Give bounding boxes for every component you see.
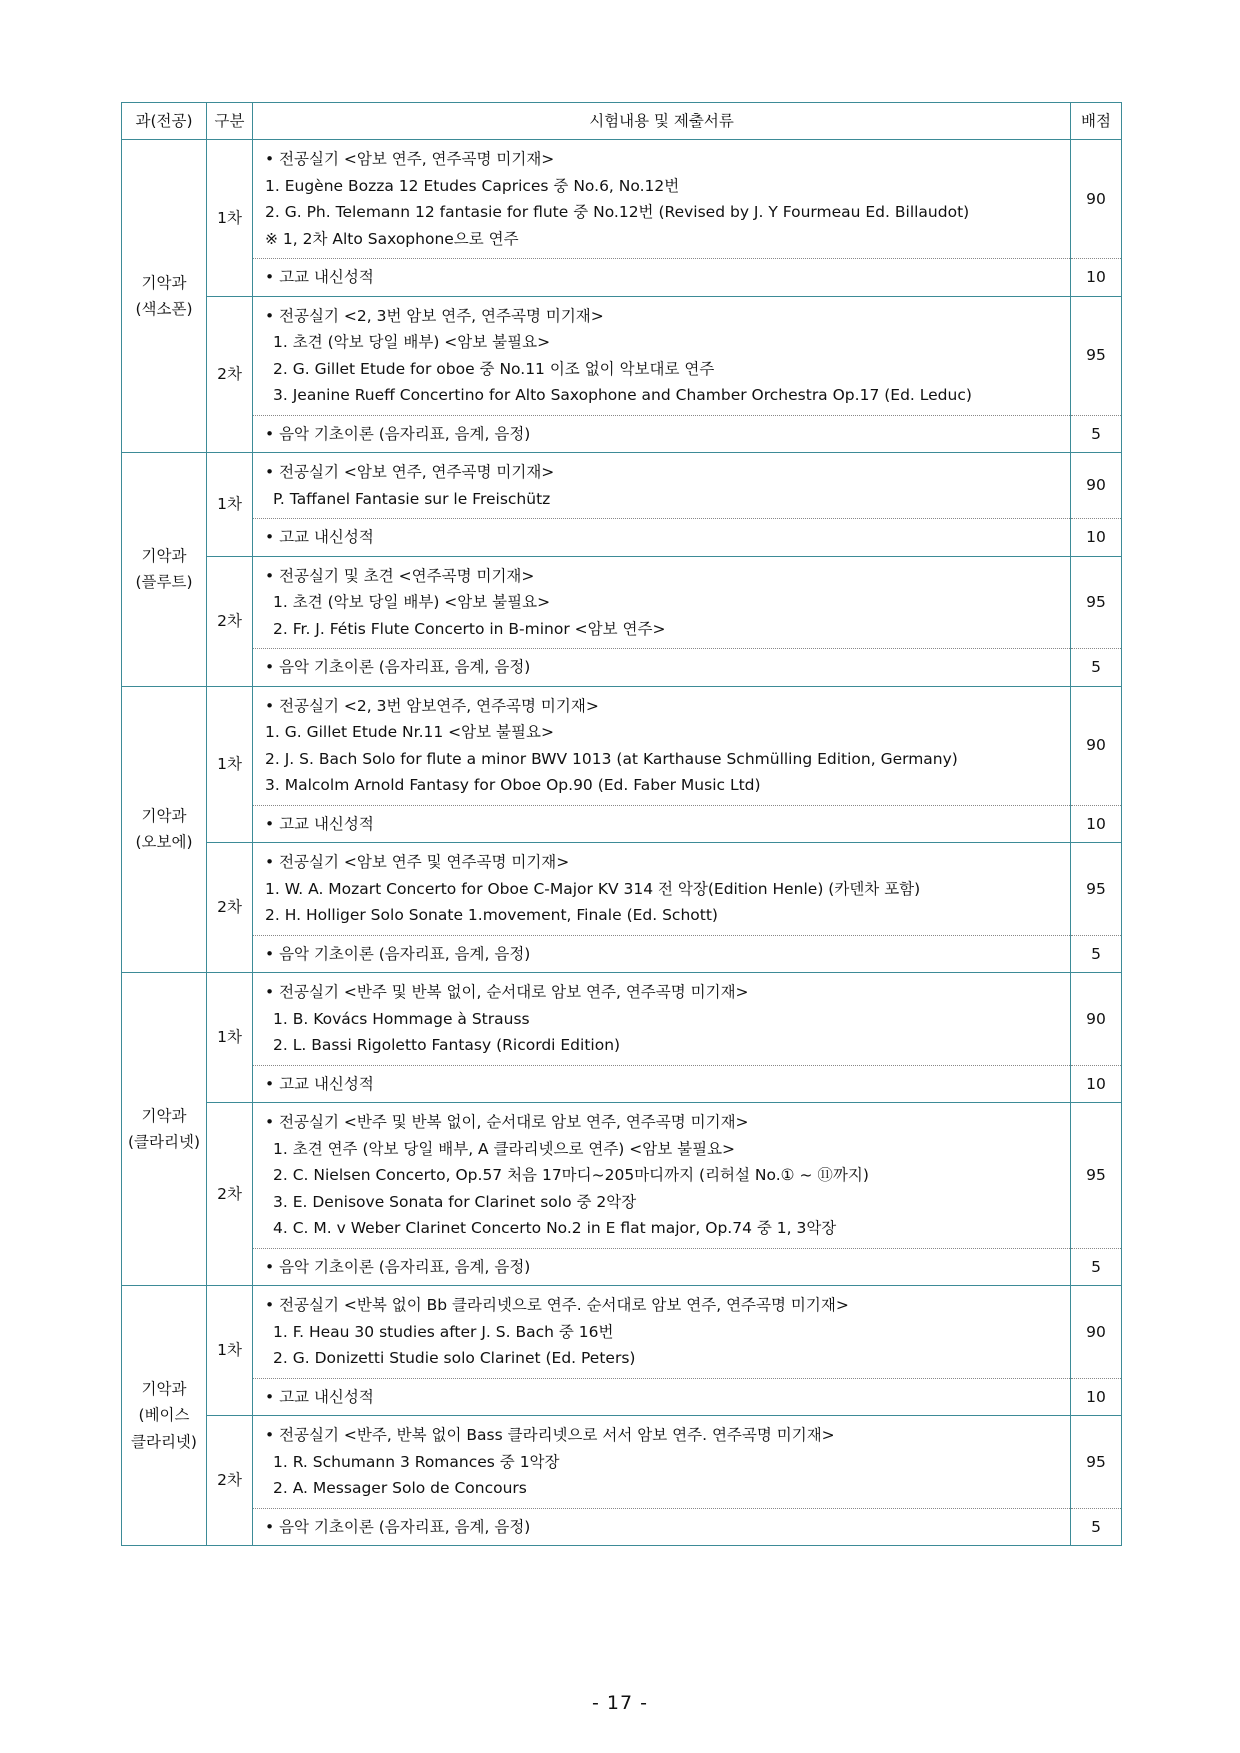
exam-piece-line: 1. W. A. Mozart Concerto for Oboe C-Major KV 314 전 악장(Edition Henle) (카덴차 포함) xyxy=(265,879,921,898)
exam-piece-line: ※ 1, 2차 Alto Saxophone으로 연주 xyxy=(265,229,519,248)
exam-sub-item: • 음악 기초이론 (음자리표, 음계, 음정) xyxy=(253,1508,1071,1546)
score-cell: 90 xyxy=(1071,453,1122,519)
exam-item-heading: • 전공실기 및 초견 <연주곡명 미기재> xyxy=(265,566,535,585)
exam-piece-line: 1. R. Schumann 3 Romances 중 1악장 xyxy=(273,1452,560,1471)
exam-item-heading: • 전공실기 <반주 및 반복 없이, 순서대로 암보 연주, 연주곡명 미기재> xyxy=(265,983,749,1001)
exam-content-cell xyxy=(253,140,1071,259)
exam-content-cell xyxy=(253,453,1071,519)
exam-sub-item: • 고교 내신성적 xyxy=(253,805,1071,843)
exam-content-cell xyxy=(253,556,1071,649)
exam-piece-line: 2. A. Messager Solo de Concours xyxy=(273,1479,527,1497)
score-cell: 10 xyxy=(1071,1065,1122,1103)
round-label: 2차 xyxy=(207,556,253,686)
round-label: 1차 xyxy=(207,686,253,843)
dept-cell xyxy=(122,686,207,973)
table-row xyxy=(122,843,1122,936)
table-row xyxy=(122,1065,1122,1103)
round-label: 2차 xyxy=(207,1416,253,1546)
header-round: 구분 xyxy=(207,103,253,140)
round-label: 1차 xyxy=(207,1286,253,1416)
dept-cell xyxy=(122,1286,207,1546)
score-cell: 5 xyxy=(1071,415,1122,453)
dept-label: 기악과 xyxy=(141,1379,187,1398)
table-row xyxy=(122,1508,1122,1546)
exam-piece-line: 3. Malcolm Arnold Fantasy for Oboe Op.90 (Ed. Faber Music Ltd) xyxy=(265,776,761,794)
round-label: 2차 xyxy=(207,296,253,453)
exam-requirements-table xyxy=(121,102,1122,1546)
exam-sub-item: • 고교 내신성적 xyxy=(253,1065,1071,1103)
round-label: 1차 xyxy=(207,973,253,1103)
table-row xyxy=(122,1416,1122,1509)
score-cell: 95 xyxy=(1071,296,1122,415)
exam-content-cell xyxy=(253,1103,1071,1249)
exam-piece-line: 3. E. Denisove Sonata for Clarinet solo 중 2악장 xyxy=(273,1192,637,1211)
score-cell: 95 xyxy=(1071,1416,1122,1509)
dept-label: 클라리넷) xyxy=(131,1432,197,1451)
table-row xyxy=(122,1248,1122,1286)
exam-item-heading: • 전공실기 <암보 연주 및 연주곡명 미기재> xyxy=(265,853,570,871)
table-row xyxy=(122,259,1122,297)
exam-sub-item: • 고교 내신성적 xyxy=(253,1378,1071,1416)
exam-item-heading: • 전공실기 <반주, 반복 없이 Bass 클라리넷으로 서서 암보 연주. 연주곡명 미기재> xyxy=(265,1426,835,1444)
score-cell: 90 xyxy=(1071,1286,1122,1379)
exam-content-cell xyxy=(253,843,1071,936)
exam-item-heading: • 전공실기 <암보 연주, 연주곡명 미기재> xyxy=(265,150,555,168)
table-row xyxy=(122,556,1122,649)
table-header-row xyxy=(122,103,1122,140)
table-row xyxy=(122,1378,1122,1416)
exam-piece-line: 1. F. Heau 30 studies after J. S. Bach 중 16번 xyxy=(273,1322,614,1341)
table-row xyxy=(122,296,1122,415)
exam-piece-line: P. Taffanel Fantasie sur le Freischütz xyxy=(273,489,551,508)
exam-content-cell xyxy=(253,1416,1071,1509)
exam-piece-line: 2. J. S. Bach Solo for flute a minor BWV 1013 (at Karthause Schmülling Edition, Germany) xyxy=(265,749,958,768)
exam-piece-line: 2. Fr. J. Fétis Flute Concerto in B-minor <암보 연주> xyxy=(273,619,666,638)
exam-piece-line: 1. Eugène Bozza 12 Etudes Caprices 중 No.6, No.12번 xyxy=(265,176,680,195)
exam-sub-item: • 음악 기초이론 (음자리표, 음계, 음정) xyxy=(253,415,1071,453)
dept-label: (클라리넷) xyxy=(128,1133,200,1151)
score-cell: 90 xyxy=(1071,140,1122,259)
exam-item-heading: • 전공실기 <반복 없이 Bb 클라리넷으로 연주. 순서대로 암보 연주, 연주곡명 미기재> xyxy=(265,1296,849,1314)
exam-content-cell xyxy=(253,1286,1071,1379)
exam-piece-line: 1. 초견 (악보 당일 배부) <암보 불필요> xyxy=(273,593,551,611)
score-cell: 5 xyxy=(1071,649,1122,687)
table-row xyxy=(122,519,1122,557)
exam-piece-line: 2. G. Gillet Etude for oboe 중 No.11 이조 없이 악보대로 연주 xyxy=(273,359,715,378)
dept-cell xyxy=(122,140,207,453)
score-cell: 95 xyxy=(1071,843,1122,936)
exam-sub-item: • 음악 기초이론 (음자리표, 음계, 음정) xyxy=(253,649,1071,687)
header-dept: 과(전공) xyxy=(122,103,207,140)
dept-label: 기악과 xyxy=(141,806,187,825)
score-cell: 95 xyxy=(1071,556,1122,649)
score-cell: 5 xyxy=(1071,1248,1122,1286)
table-row xyxy=(122,805,1122,843)
dept-label: (베이스 xyxy=(138,1406,190,1425)
dept-cell xyxy=(122,973,207,1286)
round-label: 2차 xyxy=(207,843,253,973)
score-cell: 90 xyxy=(1071,973,1122,1066)
exam-piece-line: 3. Jeanine Rueff Concertino for Alto Saxophone and Chamber Orchestra Op.17 (Ed. Leduc) xyxy=(273,386,972,404)
header-score: 배점 xyxy=(1071,103,1122,140)
round-label: 1차 xyxy=(207,140,253,297)
exam-sub-item: • 음악 기초이론 (음자리표, 음계, 음정) xyxy=(253,1248,1071,1286)
table-row xyxy=(122,935,1122,973)
dept-label: (오보에) xyxy=(135,833,193,852)
score-cell: 10 xyxy=(1071,519,1122,557)
dept-label: (색소폰) xyxy=(135,300,193,318)
score-cell: 90 xyxy=(1071,686,1122,805)
exam-piece-line: 1. 초견 (악보 당일 배부) <암보 불필요> xyxy=(273,333,551,351)
score-cell: 5 xyxy=(1071,1508,1122,1546)
dept-label: 기악과 xyxy=(141,546,187,565)
exam-sub-item: • 고교 내신성적 xyxy=(253,259,1071,297)
exam-piece-line: 2. L. Bassi Rigoletto Fantasy (Ricordi Edition) xyxy=(273,1036,621,1054)
table-row xyxy=(122,1103,1122,1249)
exam-piece-line: 1. G. Gillet Etude Nr.11 <암보 불필요> xyxy=(265,723,554,741)
score-cell: 10 xyxy=(1071,259,1122,297)
exam-item-heading: • 전공실기 <반주 및 반복 없이, 순서대로 암보 연주, 연주곡명 미기재> xyxy=(265,1113,749,1131)
exam-content-cell xyxy=(253,296,1071,415)
dept-label: 기악과 xyxy=(141,1106,187,1125)
table-row xyxy=(122,1286,1122,1379)
table-row xyxy=(122,415,1122,453)
exam-item-heading: • 전공실기 <2, 3번 암보 연주, 연주곡명 미기재> xyxy=(265,306,604,325)
round-label: 1차 xyxy=(207,453,253,557)
score-cell: 5 xyxy=(1071,935,1122,973)
table-row xyxy=(122,453,1122,519)
exam-item-heading: • 전공실기 <암보 연주, 연주곡명 미기재> xyxy=(265,463,555,481)
dept-label: (플루트) xyxy=(135,573,193,592)
exam-piece-line: 4. C. M. v Weber Clarinet Concerto No.2 in E flat major, Op.74 중 1, 3악장 xyxy=(273,1219,837,1237)
table-body xyxy=(122,140,1122,1546)
table-row xyxy=(122,973,1122,1066)
score-cell: 10 xyxy=(1071,805,1122,843)
dept-cell xyxy=(122,453,207,687)
exam-piece-line: 2. H. Holliger Solo Sonate 1.movement, Finale (Ed. Schott) xyxy=(265,906,718,924)
exam-piece-line: 2. C. Nielsen Concerto, Op.57 처음 17마디~205마디까지 (리허설 No.① ~ ⑪까지) xyxy=(273,1166,869,1184)
exam-piece-line: 1. B. Kovács Hommage à Strauss xyxy=(273,1009,530,1028)
table-row xyxy=(122,686,1122,805)
exam-item-heading: • 전공실기 <2, 3번 암보연주, 연주곡명 미기재> xyxy=(265,696,599,715)
score-cell: 10 xyxy=(1071,1378,1122,1416)
table-row xyxy=(122,649,1122,687)
exam-piece-line: 2. G. Ph. Telemann 12 fantasie for flute 중 No.12번 (Revised by J. Y Fourmeau Ed. Billaudot) xyxy=(265,203,970,221)
exam-sub-item: • 음악 기초이론 (음자리표, 음계, 음정) xyxy=(253,935,1071,973)
table-row xyxy=(122,140,1122,259)
page-number: - 17 - xyxy=(592,1692,648,1714)
score-cell: 95 xyxy=(1071,1103,1122,1249)
round-label: 2차 xyxy=(207,1103,253,1286)
header-content: 시험내용 및 제출서류 xyxy=(253,103,1071,140)
exam-sub-item: • 고교 내신성적 xyxy=(253,519,1071,557)
exam-piece-line: 2. G. Donizetti Studie solo Clarinet (Ed. Peters) xyxy=(273,1349,636,1367)
exam-content-cell xyxy=(253,973,1071,1066)
exam-content-cell xyxy=(253,686,1071,805)
exam-piece-line: 1. 초견 연주 (악보 당일 배부, A 클라리넷으로 연주) <암보 불필요> xyxy=(273,1139,736,1158)
dept-label: 기악과 xyxy=(141,273,187,292)
